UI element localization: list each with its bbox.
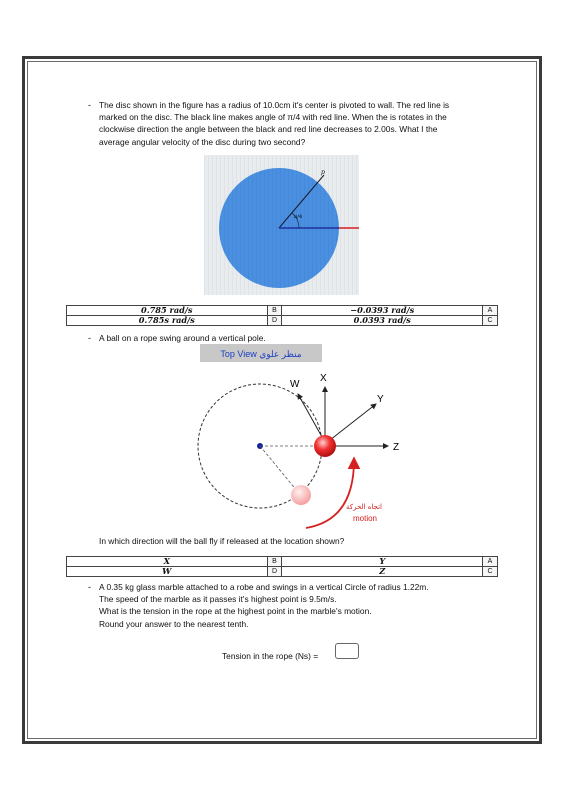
option-d-letter[interactable]: D — [267, 567, 282, 577]
q3-line-3: What is the tension in the rope at the highest point in the marble's motion. — [99, 606, 372, 617]
q1-line-1: The disc shown in the figure has a radius of 10.0cm it's center is pivoted to wall. The red line is — [99, 100, 450, 110]
bullet-dash-q2: - — [88, 333, 91, 343]
bullet-dash-q3: - — [88, 582, 91, 592]
ball-rope-figure — [194, 342, 429, 532]
option-d-letter[interactable]: D — [267, 316, 282, 326]
label-w: W — [290, 379, 300, 390]
option-b-value[interactable]: 0.785 rad/s — [67, 306, 268, 316]
option-a-letter[interactable]: A — [483, 306, 498, 316]
q1-line-4: average angular velocity of the disc during two second? — [99, 136, 306, 147]
motion-label-ar: اتجاه الحركة — [346, 503, 382, 511]
label-y: Y — [377, 394, 384, 405]
option-d-value[interactable]: 0.785s rad/s — [67, 316, 268, 326]
option-c-letter[interactable]: C — [483, 567, 498, 577]
tension-answer-input[interactable] — [335, 643, 359, 659]
question-3-text — [99, 581, 499, 630]
q3-line-4: Round your answer to the nearest tenth. — [99, 618, 249, 629]
disc-figure — [204, 155, 359, 295]
q2-options-table — [66, 556, 498, 577]
q2-options-row-2 — [67, 567, 498, 577]
q2-options-row-1 — [67, 557, 498, 567]
option-b-letter[interactable]: B — [267, 306, 282, 316]
q1-options-table — [66, 305, 498, 326]
option-b-value[interactable]: X — [67, 557, 268, 567]
label-angle: π/4 — [294, 214, 303, 220]
q1-line-2: marked on the disc. The black line makes angle of π/4 with red line. When the is rotates in the — [99, 112, 447, 123]
motion-direction-arrow — [306, 460, 354, 528]
q2-question: In which direction will the ball fly if released at the location shown? — [99, 536, 345, 546]
rope-ghost — [260, 446, 298, 492]
arrow-y — [330, 404, 376, 440]
q1-line-3: clockwise direction the angle between the black and red line decreases to 2.00s. What I the — [99, 124, 438, 135]
bullet-dash-q1: - — [88, 100, 91, 110]
option-c-letter[interactable]: C — [483, 316, 498, 326]
motion-label-en: motion — [352, 514, 378, 523]
option-d-value[interactable]: W — [67, 567, 268, 577]
q1-options-row-1 — [67, 306, 498, 316]
arrow-w — [298, 394, 322, 437]
label-x: X — [320, 373, 327, 384]
q2-intro: A ball on a rope swing around a vertical pole. — [99, 333, 266, 343]
question-1-text — [99, 99, 499, 148]
label-z: Z — [393, 442, 400, 453]
option-c-value[interactable]: Z — [282, 567, 483, 577]
option-a-letter[interactable]: A — [483, 557, 498, 567]
q3-line-2: The speed of the marble as it passes it's highest point is 9.5m/s. — [99, 594, 337, 605]
label-p: p — [321, 169, 325, 176]
ball-current-position — [314, 435, 336, 457]
option-b-letter[interactable]: B — [267, 557, 282, 567]
tension-label: Tension in the rope (Ns) = — [222, 651, 319, 661]
option-a-value[interactable]: −0.0393 rad/s — [282, 306, 483, 316]
q3-line-1: A 0.35 kg glass marble attached to a robe and swings in a vertical Circle of radius 1.22m. — [99, 582, 429, 592]
ball-previous-position — [291, 485, 311, 505]
top-view-label: Top View منظر علوي — [220, 349, 302, 359]
q1-options-row-2 — [67, 316, 498, 326]
option-c-value[interactable]: 0.0393 rad/s — [282, 316, 483, 326]
option-a-value[interactable]: Y — [282, 557, 483, 567]
